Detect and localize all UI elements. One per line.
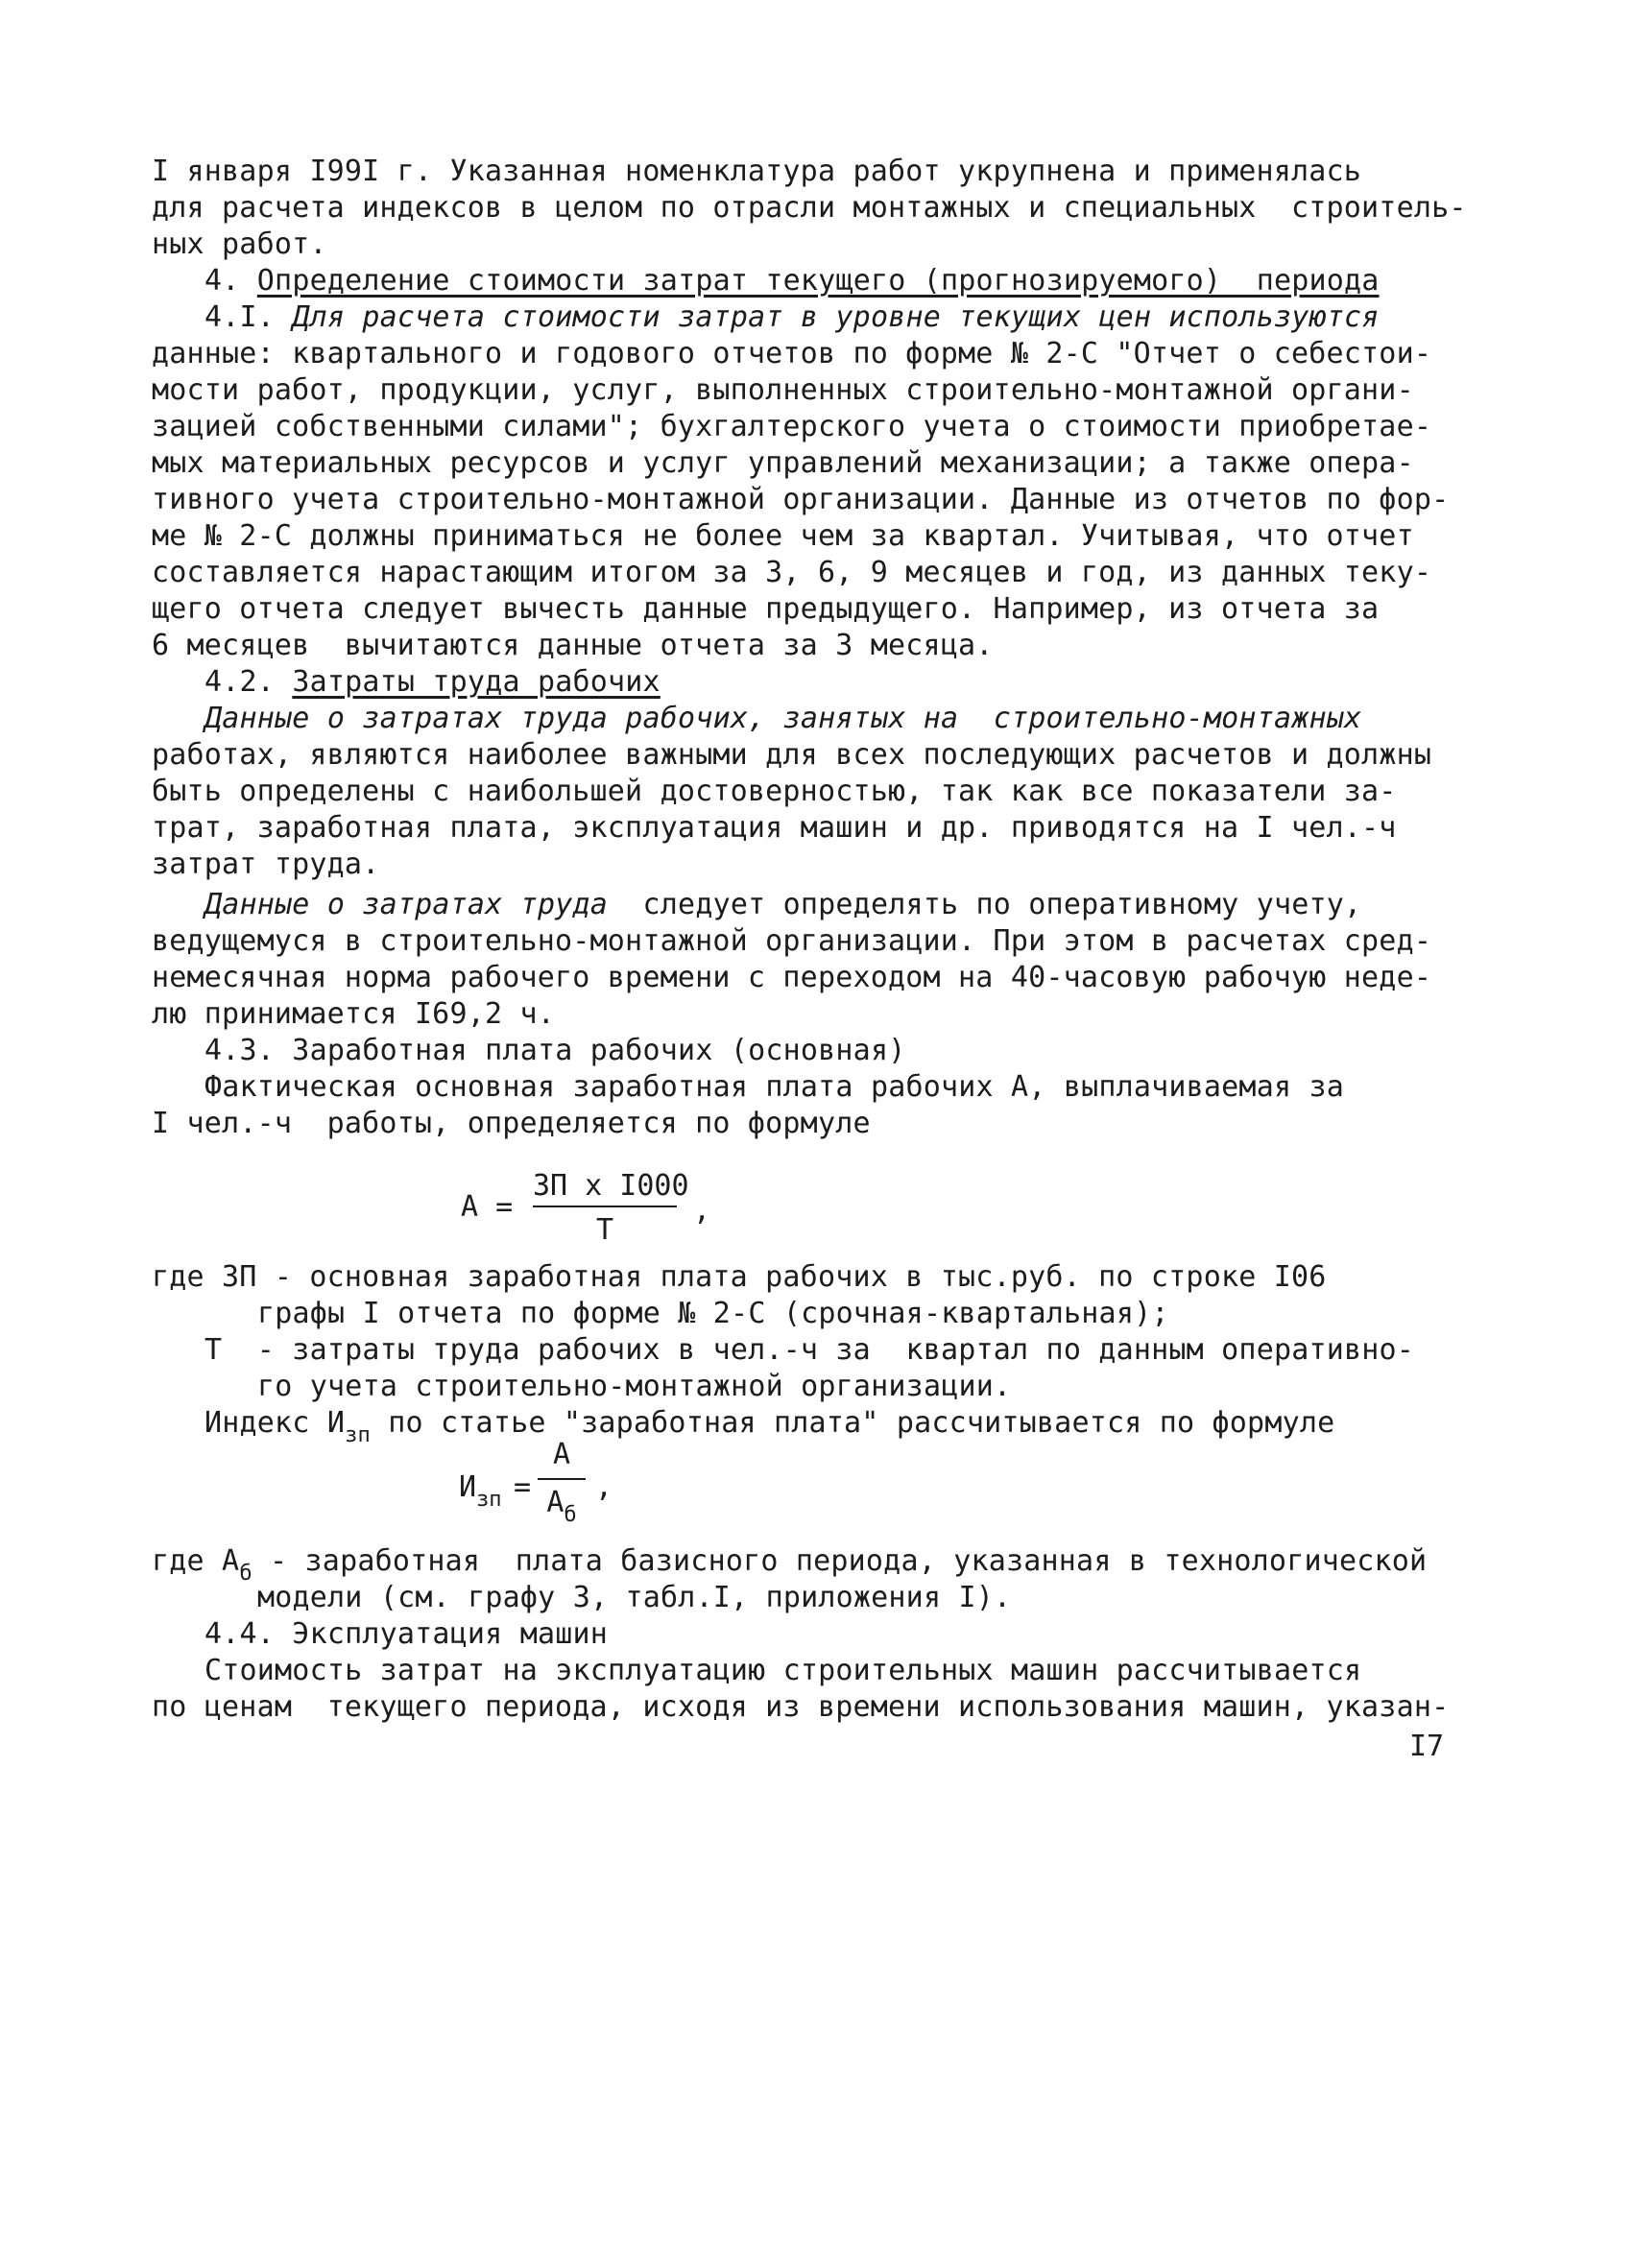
- fraction-bar: [538, 1478, 586, 1480]
- formula-trail: ,: [595, 1470, 613, 1504]
- text-line: трат, заработная плата, эксплуатация машин и др. приводятся на I чел.-ч: [152, 811, 1397, 845]
- text-line: щего отчета следует вычесть данные предыдущего. Например, из отчета за: [152, 592, 1380, 626]
- section-number: 4.: [204, 264, 257, 298]
- text-span: А: [546, 1486, 564, 1519]
- text-line: Стоимость затрат на эксплуатацию строительных машин рассчитывается: [204, 1654, 1362, 1687]
- text-line: составляется нарастающим итогом за 3, 6, 9 месяцев и год, из данных теку-: [152, 556, 1432, 589]
- text-line: мых материальных ресурсов и услуг управлений механизации; а также опера-: [152, 446, 1414, 480]
- text-line: ных работ.: [152, 227, 327, 261]
- text-line: работах, являются наиболее важными для всех последующих расчетов и должны: [152, 738, 1432, 772]
- italic-text: Для расчета стоимости затрат в уровне текущих цен используются: [292, 300, 1380, 334]
- text-line: тивного учета строительно-монтажной организации. Данные из отчетов по фор-: [152, 483, 1450, 516]
- text-line: Т - затраты труда рабочих в чел.-ч за квартал по данным оперативно-: [204, 1333, 1415, 1367]
- text-line: мости работ, продукции, услуг, выполненных строительно-монтажной органи-: [152, 373, 1414, 407]
- text-span: по статье "заработная плата" рассчитывается по формуле: [370, 1406, 1335, 1440]
- text-span: где А: [152, 1544, 240, 1578]
- text-line: [204, 887, 1361, 923]
- text-line: I чел.-ч работы, определяется по формуле: [152, 1107, 871, 1140]
- italic-text: Данные о затратах труда: [204, 888, 609, 921]
- text-line: [204, 299, 1380, 336]
- text-line: I января I99I г. Указанная номенклатура работ укрупнена и применялась: [152, 155, 1362, 188]
- page-number: I7: [1409, 1730, 1445, 1763]
- formula-lhs: А =: [461, 1190, 514, 1224]
- formula-denominator: [538, 1486, 586, 1527]
- text-line: 6 месяцев вычитаются данные отчета за 3 месяца.: [152, 629, 994, 662]
- section-4-3-heading: 4.3. Заработная плата рабочих (основная): [204, 1034, 906, 1067]
- text-line: го учета строительно-монтажной организации.: [257, 1370, 1012, 1403]
- section-title: Затраты труда рабочих: [292, 665, 660, 699]
- text-line: модели (см. графу 3, табл.I, приложения I).: [257, 1581, 1012, 1614]
- text-line: лю принимается I69,2 ч.: [152, 997, 556, 1031]
- formula-lhs: [459, 1470, 502, 1512]
- formula-eq: =: [514, 1470, 532, 1504]
- text-span: Индекс И: [204, 1406, 346, 1440]
- section-4-4-heading: 4.4. Эксплуатация машин: [204, 1617, 609, 1651]
- text-line: быть определены с наибольшей достоверностью, так как все показатели за-: [152, 775, 1397, 808]
- text-line: зацией собственными силами"; бухгалтерского учета о стоимости приобретае-: [152, 410, 1432, 443]
- text-span: - заработная плата базисного периода, указанная в технологической: [252, 1544, 1428, 1578]
- text-line: немесячная норма рабочего времени с переходом на 40-часовую рабочую неде-: [152, 961, 1432, 994]
- text-line: [204, 1405, 1334, 1454]
- section-4-heading: [204, 263, 1380, 299]
- formula-trail: ,: [693, 1194, 711, 1228]
- paragraph-number: 4.I.: [204, 300, 293, 334]
- text-line: где ЗП - основная заработная плата рабочих в тыс.руб. по строке I06: [152, 1260, 1327, 1294]
- section-4-2-heading: [204, 664, 660, 701]
- subscript: зп: [345, 1423, 371, 1447]
- text-line: затрат труда.: [152, 848, 380, 881]
- subscript: б: [239, 1562, 252, 1586]
- section-number: 4.2.: [204, 665, 293, 699]
- text-line: ме № 2-С должны приниматься не более чем за квартал. Учитывая, что отчет: [152, 519, 1414, 553]
- text-span: И: [459, 1470, 477, 1504]
- formula-denominator: Т: [595, 1213, 614, 1247]
- text-line: для расчета индексов в целом по отрасли монтажных и специальных строитель-: [152, 191, 1467, 225]
- formula-numerator: А: [552, 1438, 571, 1471]
- text-line: Данные о затратах труда рабочих, занятых на строительно-монтажных: [204, 702, 1362, 735]
- text-line: графы I отчета по форме № 2-С (срочная-квартальная);: [257, 1297, 1169, 1330]
- text-line: данные: квартального и годового отчетов по форме № 2-С "Отчет о себестои-: [152, 337, 1432, 370]
- subscript: зп: [476, 1488, 502, 1512]
- text-line: по ценам текущего периода, исходя из времени использования машин, указан-: [152, 1690, 1450, 1724]
- text-span: следует определять по оперативному учету,: [608, 888, 1362, 921]
- formula-numerator: ЗП х I000: [533, 1169, 689, 1203]
- text-line: Фактическая основная заработная плата рабочих А, выплачиваемая за: [204, 1070, 1344, 1104]
- text-line: ведущемуся в строительно-монтажной организации. При этом в расчетах сред-: [152, 924, 1432, 958]
- subscript: б: [564, 1503, 577, 1527]
- fraction-bar: [533, 1206, 677, 1207]
- section-title: Определение стоимости затрат текущего (прогнозируемого) периода: [256, 264, 1380, 298]
